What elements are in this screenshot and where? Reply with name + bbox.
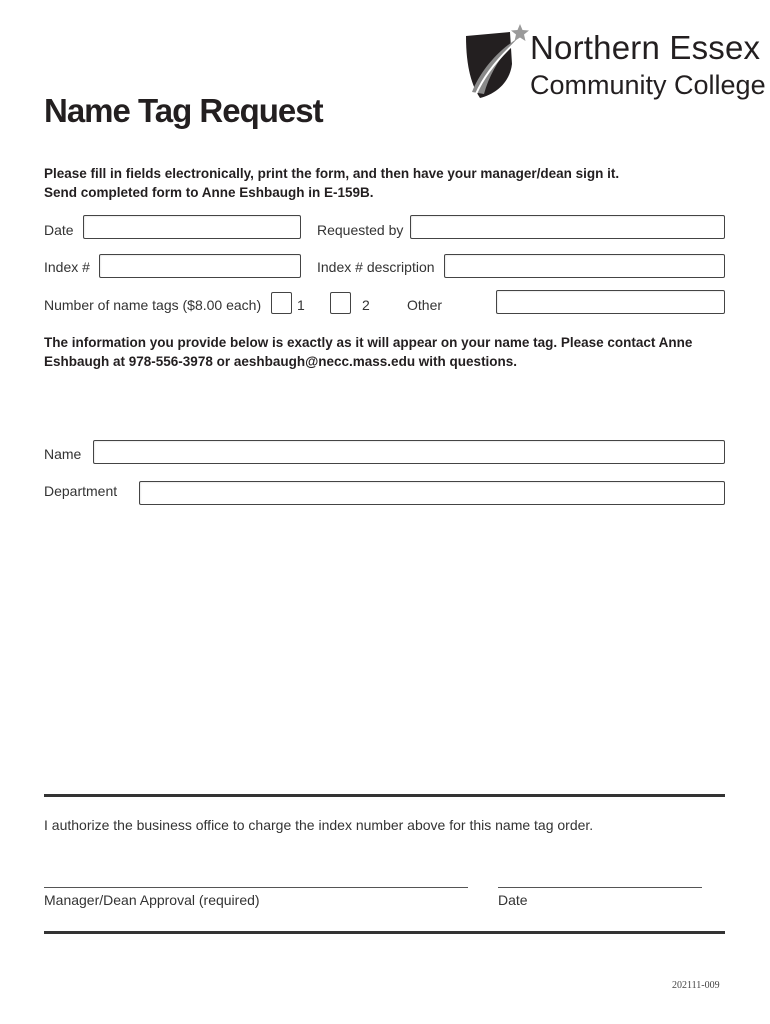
name-label: Name [44, 446, 82, 462]
index-description-label: Index # description [317, 259, 435, 275]
date-field[interactable] [83, 215, 301, 239]
other-field[interactable] [496, 290, 725, 314]
approval-date-line[interactable] [498, 887, 702, 888]
approval-date-label: Date [498, 892, 528, 908]
index-description-field[interactable] [444, 254, 725, 278]
section-divider-top [44, 794, 725, 797]
other-label: Other [407, 297, 443, 313]
section-divider-bottom [44, 931, 725, 934]
option-1-checkbox[interactable] [271, 292, 292, 314]
approval-label: Manager/Dean Approval (required) [44, 892, 260, 908]
requested-by-label: Requested by [317, 222, 404, 238]
option-1-label: 1 [297, 297, 305, 313]
option-2-label: 2 [362, 297, 370, 313]
page-title: Name Tag Request [44, 92, 323, 129]
requested-by-field[interactable] [410, 215, 725, 239]
index-label: Index # [44, 259, 90, 275]
approval-signature-line[interactable] [44, 887, 468, 888]
number-of-tags-label: Number of name tags ($8.00 each) [44, 297, 262, 313]
department-label: Department [44, 483, 118, 499]
logo-line-2: Community College [530, 70, 766, 100]
form-number: 202111-009 [672, 980, 720, 991]
logo-line-1: Northern Essex [530, 29, 761, 66]
instructions-line-2: Send completed form to Anne Eshbaugh in E-159B. [44, 185, 374, 200]
date-label: Date [44, 222, 74, 238]
name-tag-note: The information you provide below is exactly as it will appear on your name tag. Please contact Anne Eshbaugh at 978-556-3978 or aeshbaugh@necc.mass.edu with questions. [44, 335, 693, 369]
instructions-line-1: Please fill in fields electronically, print the form, and then have your manager/dean sign it. [44, 166, 620, 181]
authorization-statement: I authorize the business office to charge the index number above for this name tag order. [44, 817, 594, 833]
name-field[interactable] [93, 440, 725, 464]
index-field[interactable] [99, 254, 301, 278]
college-logo-icon [462, 24, 532, 100]
department-field[interactable] [139, 481, 725, 505]
option-2-checkbox[interactable] [330, 292, 351, 314]
